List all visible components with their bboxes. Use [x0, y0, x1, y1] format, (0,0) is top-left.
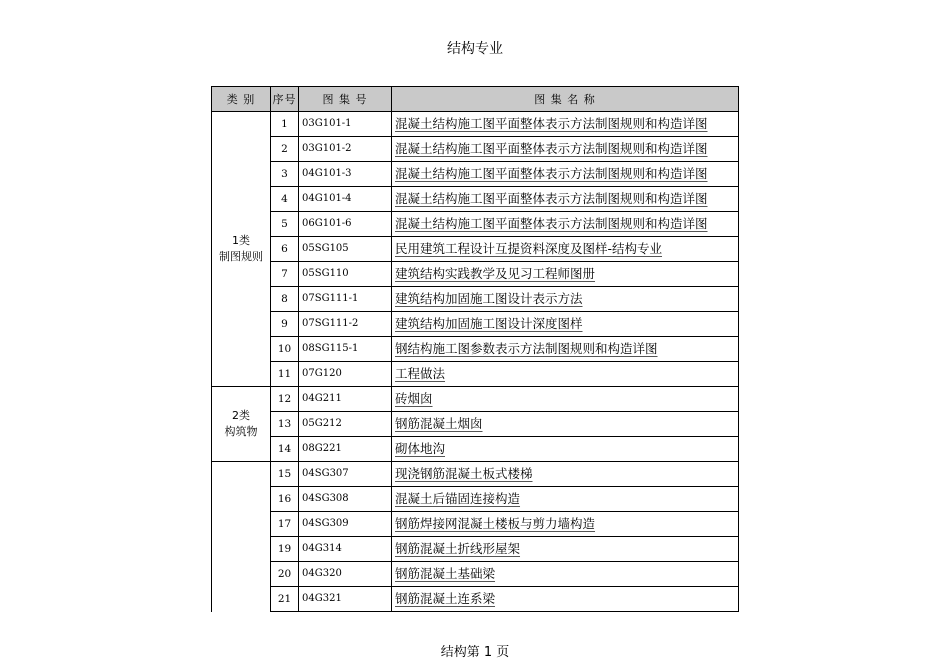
- table-row: [212, 162, 739, 187]
- table-row: [212, 462, 739, 487]
- table-row: [212, 512, 739, 537]
- name-cell: [392, 112, 739, 137]
- code-cell: 07SG111-1: [299, 287, 392, 312]
- code-cell: 04G321: [299, 587, 392, 612]
- table-body: [212, 112, 739, 612]
- table-row: [212, 437, 739, 462]
- seq-cell: 16: [271, 487, 299, 512]
- table-row: [212, 262, 739, 287]
- category-label: 制图规则: [219, 250, 263, 263]
- header-row: [212, 87, 739, 112]
- table-row: [212, 362, 739, 387]
- name-cell: [392, 487, 739, 512]
- code-cell: 04SG309: [299, 512, 392, 537]
- category-cell: [212, 112, 271, 387]
- name-cell: [392, 537, 739, 562]
- category-number: 1类: [232, 234, 250, 247]
- code-cell: 08SG115-1: [299, 337, 392, 362]
- category-cell: [212, 462, 271, 612]
- seq-cell: 6: [271, 237, 299, 262]
- atlas-table: [211, 86, 739, 612]
- atlas-name-link[interactable]: 现浇钢筋混凝土板式楼梯: [395, 465, 533, 481]
- seq-cell: 19: [271, 537, 299, 562]
- seq-cell: 10: [271, 337, 299, 362]
- atlas-name-link[interactable]: 混凝土结构施工图平面整体表示方法制图规则和构造详图: [395, 165, 708, 181]
- page-title: 结构专业: [447, 41, 503, 57]
- table-row: [212, 412, 739, 437]
- category-label: 构筑物: [224, 425, 258, 438]
- atlas-name-link[interactable]: 混凝土后锚固连接构造: [395, 490, 521, 506]
- code-cell: 07G120: [299, 362, 392, 387]
- name-cell: [392, 287, 739, 312]
- table-row: [212, 312, 739, 337]
- seq-cell: 8: [271, 287, 299, 312]
- category-number: 2类: [232, 409, 250, 422]
- seq-cell: 1: [271, 112, 299, 137]
- table-row: [212, 487, 739, 512]
- header-seq: 序号: [271, 87, 299, 112]
- header-name: 图 集 名 称: [392, 87, 739, 112]
- atlas-name-link[interactable]: 建筑结构实践教学及见习工程师图册: [395, 265, 596, 281]
- code-cell: 04G211: [299, 387, 392, 412]
- atlas-name-link[interactable]: 工程做法: [395, 365, 446, 381]
- table-row: [212, 337, 739, 362]
- atlas-name-link[interactable]: 建筑结构加固施工图设计表示方法: [395, 290, 583, 306]
- code-cell: 05SG105: [299, 237, 392, 262]
- seq-cell: 14: [271, 437, 299, 462]
- name-cell: [392, 312, 739, 337]
- code-cell: 04SG307: [299, 462, 392, 487]
- atlas-name-link[interactable]: 钢筋混凝土烟囱: [395, 415, 483, 431]
- seq-cell: 5: [271, 212, 299, 237]
- name-cell: [392, 437, 739, 462]
- name-cell: [392, 562, 739, 587]
- name-cell: [392, 187, 739, 212]
- name-cell: [392, 587, 739, 612]
- table-row: [212, 112, 739, 137]
- seq-cell: 9: [271, 312, 299, 337]
- category-cell: [212, 387, 271, 462]
- name-cell: [392, 137, 739, 162]
- table-row: [212, 562, 739, 587]
- code-cell: 06G101-6: [299, 212, 392, 237]
- code-cell: 04SG308: [299, 487, 392, 512]
- table-row: [212, 187, 739, 212]
- seq-cell: 4: [271, 187, 299, 212]
- table-row: [212, 537, 739, 562]
- code-cell: 08G221: [299, 437, 392, 462]
- header-category: 类 别: [212, 87, 271, 112]
- atlas-name-link[interactable]: 混凝土结构施工图平面整体表示方法制图规则和构造详图: [395, 190, 708, 206]
- name-cell: [392, 512, 739, 537]
- code-cell: 04G101-4: [299, 187, 392, 212]
- atlas-name-link[interactable]: 钢筋焊接网混凝土楼板与剪力墙构造: [395, 515, 596, 531]
- page-footer: 结构第 1 页: [440, 645, 510, 660]
- code-cell: 04G101-3: [299, 162, 392, 187]
- name-cell: [392, 237, 739, 262]
- atlas-name-link[interactable]: 砌体地沟: [395, 440, 446, 456]
- table-row: [212, 387, 739, 412]
- seq-cell: 15: [271, 462, 299, 487]
- atlas-name-link[interactable]: 砖烟囱: [395, 390, 433, 406]
- code-cell: 03G101-2: [299, 137, 392, 162]
- seq-cell: 21: [271, 587, 299, 612]
- atlas-name-link[interactable]: 混凝土结构施工图平面整体表示方法制图规则和构造详图: [395, 215, 708, 231]
- table-row: [212, 237, 739, 262]
- code-cell: 05SG110: [299, 262, 392, 287]
- name-cell: [392, 387, 739, 412]
- seq-cell: 17: [271, 512, 299, 537]
- seq-cell: 3: [271, 162, 299, 187]
- seq-cell: 20: [271, 562, 299, 587]
- code-cell: 04G320: [299, 562, 392, 587]
- code-cell: 04G314: [299, 537, 392, 562]
- seq-cell: 12: [271, 387, 299, 412]
- atlas-name-link[interactable]: 建筑结构加固施工图设计深度图样: [395, 315, 583, 331]
- seq-cell: 2: [271, 137, 299, 162]
- header-code: 图 集 号: [299, 87, 392, 112]
- name-cell: [392, 212, 739, 237]
- atlas-name-link[interactable]: 钢筋混凝土基础梁: [395, 565, 496, 581]
- name-cell: [392, 262, 739, 287]
- code-cell: 07SG111-2: [299, 312, 392, 337]
- seq-cell: 13: [271, 412, 299, 437]
- atlas-name-link[interactable]: 钢结构施工图参数表示方法制图规则和构造详图: [395, 340, 658, 356]
- atlas-name-link[interactable]: 钢筋混凝土连系梁: [395, 590, 496, 606]
- atlas-name-link[interactable]: 混凝土结构施工图平面整体表示方法制图规则和构造详图: [395, 115, 708, 131]
- table-row: [212, 212, 739, 237]
- code-cell: 05G212: [299, 412, 392, 437]
- atlas-name-link[interactable]: 钢筋混凝土折线形屋架: [395, 540, 521, 556]
- table-row: [212, 137, 739, 162]
- atlas-name-link[interactable]: 混凝土结构施工图平面整体表示方法制图规则和构造详图: [395, 140, 708, 156]
- code-cell: 03G101-1: [299, 112, 392, 137]
- name-cell: [392, 362, 739, 387]
- seq-cell: 7: [271, 262, 299, 287]
- name-cell: [392, 337, 739, 362]
- atlas-name-link[interactable]: 民用建筑工程设计互提资料深度及图样-结构专业: [395, 240, 663, 256]
- name-cell: [392, 412, 739, 437]
- name-cell: [392, 462, 739, 487]
- table-row: [212, 287, 739, 312]
- seq-cell: 11: [271, 362, 299, 387]
- name-cell: [392, 162, 739, 187]
- table-row: [212, 587, 739, 612]
